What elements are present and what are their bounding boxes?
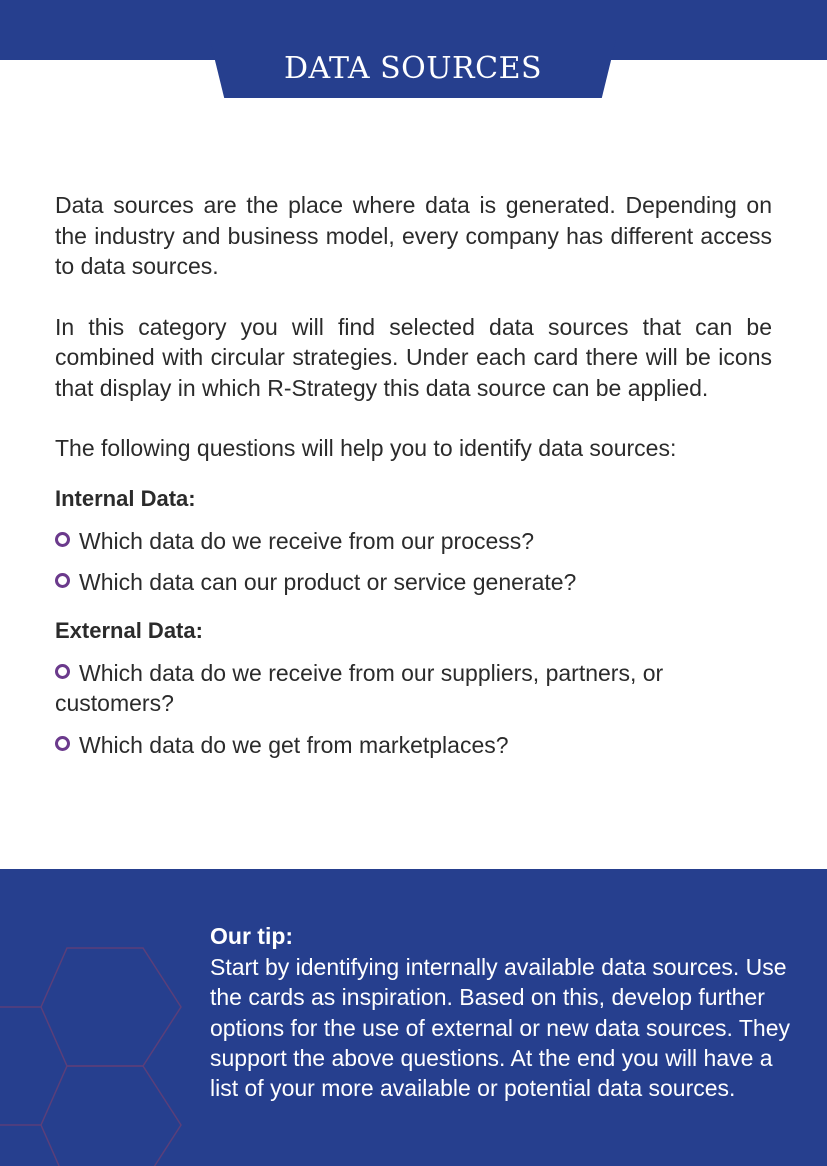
list-item-text: Which data do we get from marketplaces? — [79, 731, 509, 758]
page-title: DATA SOURCES — [283, 51, 543, 86]
bullet-circle-icon — [55, 736, 70, 751]
bullet-circle-icon — [55, 573, 70, 588]
intro-paragraph-2: In this category you will find selected data sources that can be combined with circular strategies. Under each card there will be icons that display in which R-Strategy this data source can be applied. — [55, 313, 772, 401]
tip-heading: Our tip: — [210, 923, 294, 949]
list-item — [55, 730, 772, 761]
external-data-list — [55, 658, 772, 761]
tip-panel — [0, 869, 827, 1166]
external-data-heading: External Data: — [55, 617, 203, 643]
hexagon-pattern-icon — [0, 869, 200, 1166]
bullet-circle-icon — [55, 664, 70, 679]
internal-data-heading: Internal Data: — [55, 485, 196, 511]
tip-text: Start by identifying internally available data sources. Use the cards as inspiration. Based on this, develop further options for the use of external or new data sources. They support the above questions. At the end you will have a list of your more available or potential data sources. — [210, 954, 791, 1102]
internal-data-list — [55, 526, 772, 598]
list-item-text: Which data do we receive from our suppliers, partners, or customers? — [55, 659, 664, 716]
list-item — [55, 526, 772, 557]
intro-paragraph-1: Data sources are the place where data is generated. Depending on the industry and business model, every company has different access to data sources. — [55, 192, 772, 279]
list-item — [55, 658, 772, 719]
list-item — [55, 567, 772, 598]
list-item-text: Which data can our product or service generate? — [79, 569, 577, 595]
bullet-circle-icon — [55, 532, 70, 547]
main-content — [55, 190, 772, 771]
intro-paragraph-3: The following questions will help you to identify data sources: — [55, 435, 677, 461]
list-item-text: Which data do we receive from our process? — [79, 527, 535, 554]
